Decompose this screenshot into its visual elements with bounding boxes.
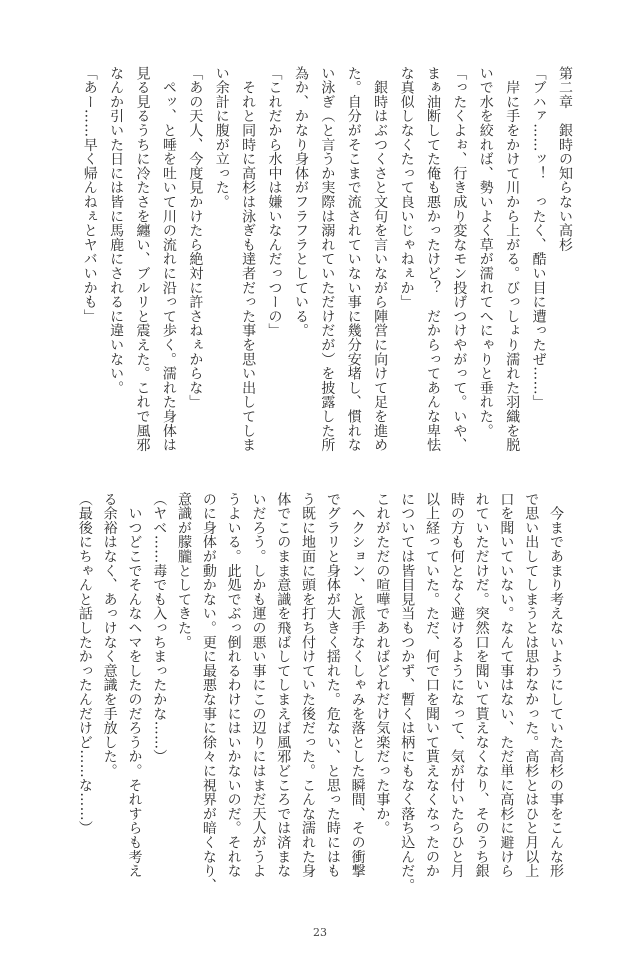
text-line: 体でこのまま意識を飛ばしてしまえば風邪どころでは済まな [275, 492, 292, 879]
upper-text-block [76, 66, 578, 466]
text-line: いつどこでそんなヘマをしたのだろうか。それすらも考え [126, 492, 143, 879]
text-line: い余計に腹が立った。 [213, 66, 230, 209]
text-line: ヘクション、と派手なくしゃみを落とした瞬間、その衝撃 [349, 492, 366, 879]
text-line: 今まであまり考えないようにしていた高杉の事をこんな形 [548, 492, 564, 879]
text-line: （最後にちゃんと話したかったんだけど……な……） [76, 492, 93, 836]
text-line: 見る見るうちに冷たさを纏い、ブルリと震えた。これで風邪 [134, 66, 151, 453]
text-line: 時の方も何となく避けるようになって、気が付いたらひと月 [448, 492, 465, 879]
text-line: 「ったくよぉ、行き成り変なモン投げつけやがって。いや、 [451, 66, 468, 453]
text-line: い泳ぎ（と言うか実際は溺れていただけだが）を披露した所 [319, 66, 336, 453]
text-line: 「ブハァ……ッ！ ったく、酷い目に遭ったぜ……」 [530, 66, 547, 410]
text-line: 意識が朦朧としてきた。 [176, 492, 193, 650]
lower-text-block [72, 492, 568, 892]
text-line: それと同時に高杉は泳ぎも達者だった事を思い出してしま [240, 66, 257, 453]
text-line: うよいる。此処でぶっ倒れるわけにはいかないのだ。それな [225, 492, 242, 879]
text-line: で思い出してしまうとは思わなかった。高杉とはひと月以上 [523, 492, 540, 879]
text-line: これがただの喧嘩であればどれだけ気楽だった事か。 [374, 492, 391, 836]
text-line: ペッ、と唾を吐いて川の流れに沿って歩く。濡れた身体は [160, 66, 177, 453]
text-line: 為か、かなり身体がフラフラとしている。 [292, 66, 309, 338]
text-line: については皆目見当もつかず、暫くは柄にもなく落ち込んだ。 [399, 492, 416, 893]
text-line: 「あの天人、今度見かけたら絶対に許さねぇからな」 [187, 66, 204, 410]
text-line: れていただけだ。突然口を聞いて貰えなくなり、そのうち銀 [473, 492, 490, 879]
text-line: る余裕はなく、あっけなく意識を手放した。 [101, 492, 118, 778]
text-line: まぁ油断してた俺も悪かったけど？ だからってあんな卑怯 [424, 66, 441, 453]
text-line: いで水を絞れば、勢いよく草が濡れてへにゃりと垂れた。 [477, 66, 494, 438]
text-line: のに身体が動かない。更に最悪な事に徐々に視界が暗くなり、 [200, 492, 217, 893]
text-line: 「これだから水中は嫌いなんだっつーの」 [266, 66, 283, 338]
text-line: な真似しなくたって良いじゃねぇか」 [398, 66, 415, 310]
page-number: 23 [313, 926, 327, 939]
text-line: でグラリと身体が大きく揺れた。危ない、と思った時にはも [324, 492, 341, 879]
text-line: 岸に手をかけて川から上がる。びっしょり濡れた羽織を脱 [504, 66, 521, 453]
text-line: 銀時はぶつくさと文句を言いながら陣営に向けて足を進め [372, 66, 389, 453]
text-line: いだろう。しかも運の悪い事にこの辺りにはまだ天人がうよ [250, 492, 267, 879]
text-line: なんか引いた日には皆に馬鹿にされるに違いない。 [108, 66, 125, 395]
text-line: （ヤベ……毒でも入っちまったかな……） [151, 492, 168, 764]
text-line: 口を聞いていない。なんて事はない、ただ単に高杉に避けら [498, 492, 515, 879]
text-line: う既に地面に頭を打ち付けていた後だった。こんな濡れた身 [300, 492, 317, 879]
text-line: 「あー……早く帰んねぇとヤバいかも」 [81, 66, 98, 324]
text-line: 以上経っていた。ただ、何で口を聞いて貰えなくなったのか [424, 492, 441, 879]
chapter-title: 第二章 銀時の知らない高杉 [557, 66, 573, 252]
text-line: た。自分がそこまで流されていない事に幾分安堵し、慣れな [345, 66, 362, 453]
